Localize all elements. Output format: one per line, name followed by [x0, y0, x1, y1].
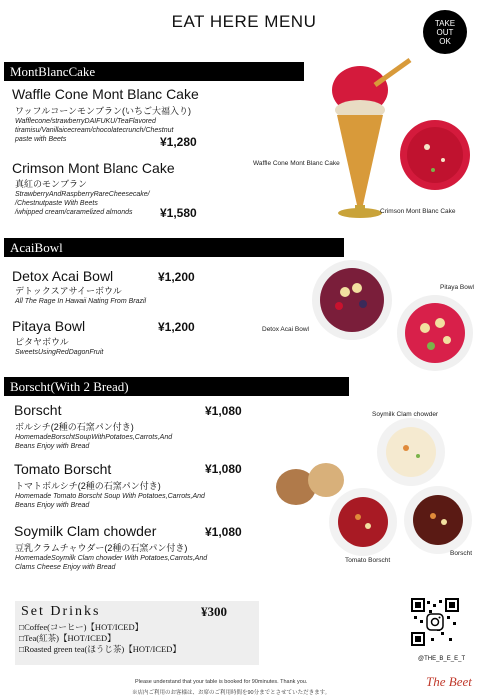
item-desc: SweetsUsingRedDagonFruit: [15, 349, 104, 356]
item-name: Borscht: [14, 402, 62, 418]
acai-photo: [305, 258, 485, 376]
item-jp: トマトボルシチ(2種の石窯パン付き): [15, 481, 161, 491]
instagram-handle: @THE_B_E_E_T: [418, 656, 466, 662]
item-name: Waffle Cone Mont Blanc Cake: [12, 86, 199, 102]
item-name: Tomato Borscht: [14, 461, 112, 477]
item-desc: HomemadeSoymilk Clam chowder With Potatoes,Carrots,And Clams Cheese Enjoy with Bread: [15, 555, 208, 571]
footer-note-jp: ※店内ご利用のお客様は、お席のご利用時間を90分までとさせていただきます。: [132, 690, 331, 696]
item-price: ¥1,200: [158, 320, 195, 334]
brand-logo: The Beet: [426, 674, 472, 689]
item-jp: ピタヤボウル: [15, 337, 69, 347]
item-price: ¥1,200: [158, 270, 195, 284]
item-name: Detox Acai Bowl: [12, 268, 114, 284]
item-price: ¥1,280: [160, 135, 197, 149]
item-desc: Homemade Tomato Borscht Soup With Potatoes,Carrots,And Beans Enjoy with Bread: [15, 493, 205, 509]
photo-caption: Crimson Mont Blanc Cake: [380, 208, 456, 215]
item-price: ¥1,080: [205, 404, 242, 418]
item-jp: ボルシチ(2種の石窯パン付き): [15, 422, 134, 432]
item-desc: Wafflecone/strawberryDAIFUKU/TeaFlavored tiramisu/Vanillaicecream/chocolatecrunch/Chestnut paste with Beets: [15, 118, 174, 143]
set-drinks-box: [15, 601, 259, 665]
takeout-badge: [423, 10, 467, 54]
item-desc: HomemadeBorschtSoupWithPotatoes,Carrots,And Beans Enjoy with Bread: [15, 434, 173, 450]
drink-option: □Coffee(コーヒー)【HOT/ICED】: [19, 622, 144, 632]
drinks-title: Set Drinks: [21, 604, 101, 619]
item-jp: デトックスアサイーボウル: [15, 286, 122, 296]
montblanc-photo: [315, 55, 480, 225]
photo-caption: Soymilk Clam chowder: [372, 411, 439, 418]
item-jp: ワッフルコーンモンブラン(いちご大福入り): [15, 106, 192, 116]
item-jp: 真紅のモンブラン: [15, 179, 88, 189]
item-price: ¥1,580: [160, 206, 197, 220]
takeout-badge-text: TAKE OUT OK: [434, 18, 456, 46]
drinks-price: ¥300: [201, 604, 227, 619]
drink-option: □Tea(紅茶)【HOT/ICED】: [19, 633, 116, 643]
item-price: ¥1,080: [205, 462, 242, 476]
footer-note-en: Please understand that your table is booked for 90minutes. Thank you.: [135, 679, 308, 685]
photo-caption: Pitaya Bowl: [440, 284, 474, 291]
photo-caption: Borscht: [450, 550, 473, 557]
photo-caption: Tomato Borscht: [345, 557, 391, 564]
photo-caption: Detox Acai Bowl: [262, 326, 309, 333]
qr-code-icon[interactable]: [411, 598, 459, 646]
photo-caption: Waffle Cone Mont Blanc Cake: [253, 160, 340, 167]
item-desc: StrawberryAndRaspberryRareCheesecake/ /Chestnutpaste With Beets /whipped cream/caramelized almonds: [15, 191, 150, 216]
page-title: EAT HERE MENU: [171, 12, 317, 31]
section-bar-acai: AcaiBowl: [4, 238, 344, 257]
section-bar-montblanc: MontBlancCake: [4, 62, 304, 81]
item-name: Crimson Mont Blanc Cake: [12, 160, 175, 176]
item-desc: All The Rage In Hawaii Nating From Brazil: [15, 298, 147, 305]
drink-option: □Roasted green tea(ほうじ茶)【HOT/ICED】: [19, 644, 181, 654]
item-name: Pitaya Bowl: [12, 318, 86, 334]
item-jp: 豆乳クラムチャウダー(2種の石窯パン付き): [15, 543, 188, 553]
section-bar-borscht: Borscht(With 2 Bread): [4, 377, 349, 396]
item-price: ¥1,080: [205, 525, 242, 539]
item-name: Soymilk Clam chowder: [14, 523, 157, 539]
